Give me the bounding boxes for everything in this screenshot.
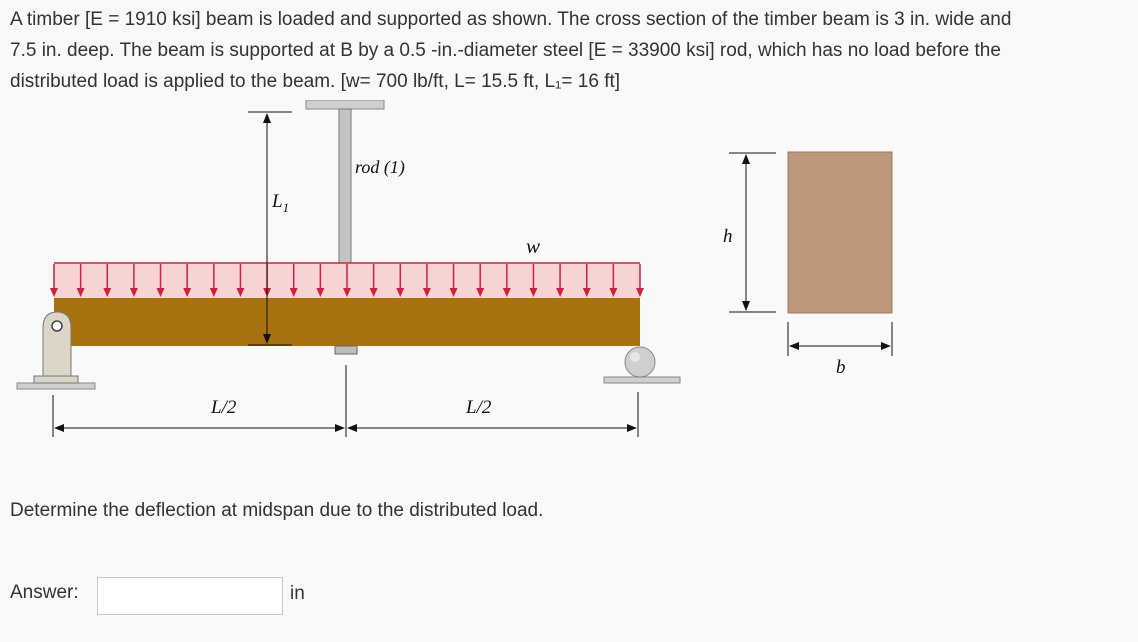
rod-support-plate [306, 100, 384, 109]
left-span-label: L/2 [211, 397, 237, 418]
b-label: b [836, 357, 846, 378]
rod-label: rod (1) [355, 157, 405, 177]
beam-figure [0, 100, 960, 480]
rod [339, 109, 351, 264]
distributed-load [50, 263, 644, 298]
problem-line-3: distributed load is applied to the beam. [w= 700 lb/ft, L= 15.5 ft, L₁= 16 ft] [10, 71, 621, 92]
answer-label: Answer: [10, 582, 79, 603]
rod-nut [335, 346, 357, 354]
question-text: Determine the deflection at midspan due to the distributed load. [10, 500, 544, 521]
roller-support [604, 347, 680, 383]
answer-unit: in [290, 583, 305, 604]
answer-input[interactable] [97, 577, 283, 615]
L1-label: $L_1$ [272, 191, 290, 215]
h-label: h [723, 226, 733, 247]
right-span-label: L/2 [466, 397, 492, 418]
timber-beam [54, 298, 640, 346]
problem-statement [10, 4, 1120, 97]
w-label: w [526, 234, 541, 258]
cross-section [788, 152, 892, 313]
problem-line-2: 7.5 in. deep. The beam is supported at B by a 0.5 -in.-diameter steel [E = 33900 ksi] rod, which has no load before the [10, 40, 1001, 61]
problem-line-1: A timber [E = 1910 ksi] beam is loaded and supported as shown. The cross section of the timber beam is 3 in. wide and [10, 9, 1012, 30]
